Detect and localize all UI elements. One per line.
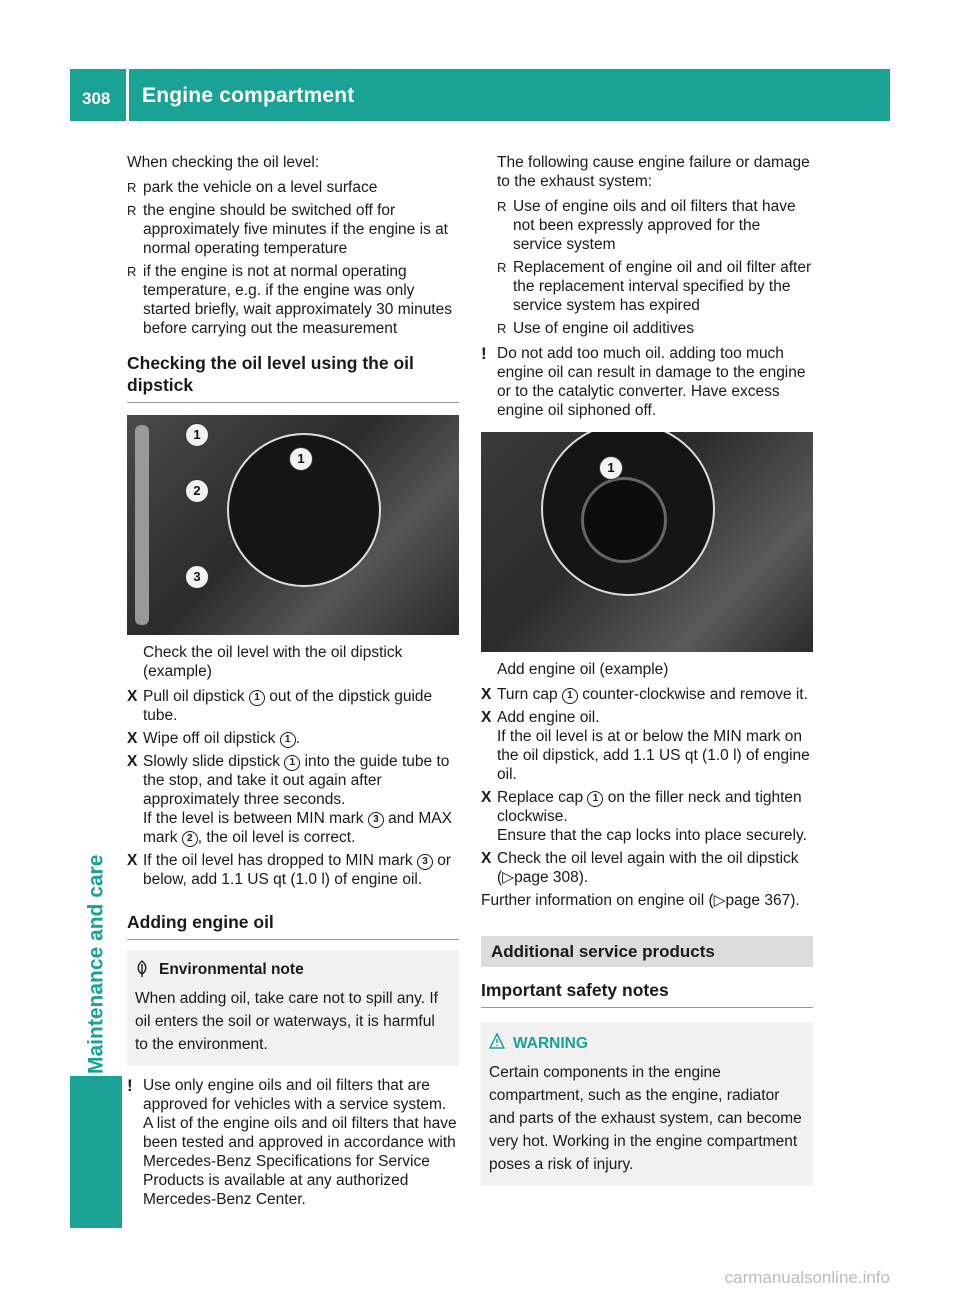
oil-cap-photo bbox=[481, 432, 813, 652]
section-heading: Adding engine oil bbox=[127, 911, 459, 940]
page-number: 308 bbox=[82, 89, 111, 108]
list-item: R the engine should be switched off for approximately five minutes if the engine is at normal operating temperature bbox=[127, 202, 448, 257]
section-heading: Important safety notes bbox=[481, 979, 813, 1008]
section-sidebar bbox=[70, 124, 122, 1228]
step-icon: X bbox=[481, 850, 492, 867]
bullet-icon: R bbox=[127, 180, 137, 195]
list-item: R if the engine is not at normal operating temperature, e.g. if the engine was only started briefly, wait approximately 30 minutes before carrying out the measurement bbox=[127, 263, 452, 337]
bullet-icon: R bbox=[497, 199, 507, 214]
step-item: X If the oil level has dropped to MIN mark 3 or below, add 1.1 US qt (1.0 l) of engine oil. bbox=[127, 852, 452, 888]
callout-1: 1 bbox=[185, 423, 209, 447]
callout-ref: 1 bbox=[562, 688, 578, 704]
page-header bbox=[70, 69, 890, 121]
right-column bbox=[481, 153, 813, 1186]
step-item: X Replace cap 1 on the filler neck and tighten clockwise. Ensure that the cap locks into place securely. bbox=[481, 789, 807, 844]
section-title: Additional service products bbox=[481, 936, 813, 967]
step-icon: X bbox=[127, 688, 138, 705]
sidebar-label: Maintenance and care bbox=[84, 854, 108, 1074]
step-item: X Pull oil dipstick 1 out of the dipstick guide tube. bbox=[127, 688, 433, 724]
callout-ref: 1 bbox=[249, 690, 265, 706]
warning-body: Certain components in the engine compartment, such as the engine, radiator and parts of the exhaust system, can become very hot. Working in the engine compartment poses a risk of injury. bbox=[489, 1064, 802, 1173]
warning-box bbox=[481, 1022, 813, 1186]
note-body: When adding oil, take care not to spill any. If oil enters the soil or waterways, it is harmful to the environment. bbox=[135, 990, 438, 1053]
photo-caption: Add engine oil (example) bbox=[497, 661, 669, 678]
list-item: R Use of engine oil additives bbox=[497, 320, 694, 337]
notice-block: ! Do not add too much oil. adding too much engine oil can result in damage to the engine or to the catalytic converter. Have excess engine oil siphoned off. bbox=[481, 344, 806, 419]
bullet-icon: R bbox=[127, 264, 137, 279]
page-title: Engine compartment bbox=[142, 84, 355, 107]
bullet-icon: R bbox=[127, 203, 137, 218]
step-icon: X bbox=[481, 709, 492, 726]
page-ref-icon: ▷ bbox=[713, 892, 726, 909]
bullet-icon: R bbox=[497, 321, 507, 336]
notice-icon: ! bbox=[481, 344, 487, 363]
page-ref-link[interactable]: page 367). bbox=[725, 892, 800, 909]
callout-ref: 1 bbox=[587, 791, 603, 807]
header-divider bbox=[126, 69, 129, 121]
callout-1-zoom: 1 bbox=[289, 447, 313, 471]
step-icon: X bbox=[481, 789, 492, 806]
step-icon: X bbox=[127, 730, 138, 747]
step-item: X Check the oil level again with the oil dipstick (▷page 308). bbox=[481, 850, 799, 886]
callout-ref: 1 bbox=[280, 732, 296, 748]
step-icon: X bbox=[127, 852, 138, 869]
warning-title: WARNING bbox=[513, 1035, 588, 1052]
step-item: X Add engine oil. If the oil level is at or below the MIN mark on the oil dipstick, add 1.1 US qt (1.0 l) of engine oil. bbox=[481, 709, 810, 783]
callout-ref: 2 bbox=[182, 831, 198, 847]
notice-block: ! Use only engine oils and oil filters that are approved for vehicles with a service system. A list of the engine oils and oil filters that have been tested and approved in accordance with Mercedes-Benz Specifications for Service Products is available at any authorized Mercedes-Benz Center. bbox=[127, 1076, 457, 1208]
callout-2: 2 bbox=[185, 479, 209, 503]
list-item: R Replacement of engine oil and oil filter after the replacement interval specified by the service system has expired bbox=[497, 259, 812, 314]
leaf-icon bbox=[135, 960, 149, 983]
page-ref-icon: ▷ bbox=[502, 869, 515, 886]
note-title: Environmental note bbox=[159, 961, 304, 978]
list-item: R Use of engine oils and oil filters that have not been expressly approved for the service system bbox=[497, 198, 796, 253]
page-ref-link[interactable]: page 308). bbox=[514, 869, 589, 886]
list-item: R park the vehicle on a level surface bbox=[127, 179, 378, 196]
warning-icon bbox=[489, 1033, 505, 1054]
step-item: X Wipe off oil dipstick 1 . bbox=[127, 730, 300, 747]
photo-caption: Check the oil level with the oil dipstick (example) bbox=[143, 644, 403, 680]
dipstick-image bbox=[135, 425, 149, 625]
step-item: X Slowly slide dipstick 1 into the guide tube to the stop, and take it out again after approximately three seconds. If the level is between MIN mark 3 and MAX mark 2 , the oil level is correct. bbox=[127, 753, 452, 846]
callout-3: 3 bbox=[185, 565, 209, 589]
notice-icon: ! bbox=[127, 1076, 133, 1095]
footer-watermark: carmanualsonline.info bbox=[724, 1268, 890, 1287]
callout-ref: 3 bbox=[417, 854, 433, 870]
step-item: X Turn cap 1 counter-clockwise and remove it. bbox=[481, 686, 808, 703]
intro-text: The following cause engine failure or damage to the exhaust system: bbox=[497, 154, 810, 190]
oil-cap-image bbox=[581, 477, 667, 563]
intro-text: When checking the oil level: bbox=[127, 154, 320, 171]
dipstick-photo bbox=[127, 415, 459, 635]
step-icon: X bbox=[127, 753, 138, 770]
bullet-icon: R bbox=[497, 260, 507, 275]
callout-1: 1 bbox=[599, 456, 623, 480]
step-icon: X bbox=[481, 686, 492, 703]
sidebar-block bbox=[70, 1076, 122, 1228]
section-heading: Checking the oil level using the oil dipstick bbox=[127, 352, 459, 403]
further-info: Further information on engine oil (▷page 367). bbox=[481, 892, 800, 909]
callout-ref: 1 bbox=[284, 755, 300, 771]
callout-ref: 3 bbox=[368, 812, 384, 828]
environmental-note bbox=[127, 950, 459, 1066]
left-column bbox=[127, 153, 459, 1209]
